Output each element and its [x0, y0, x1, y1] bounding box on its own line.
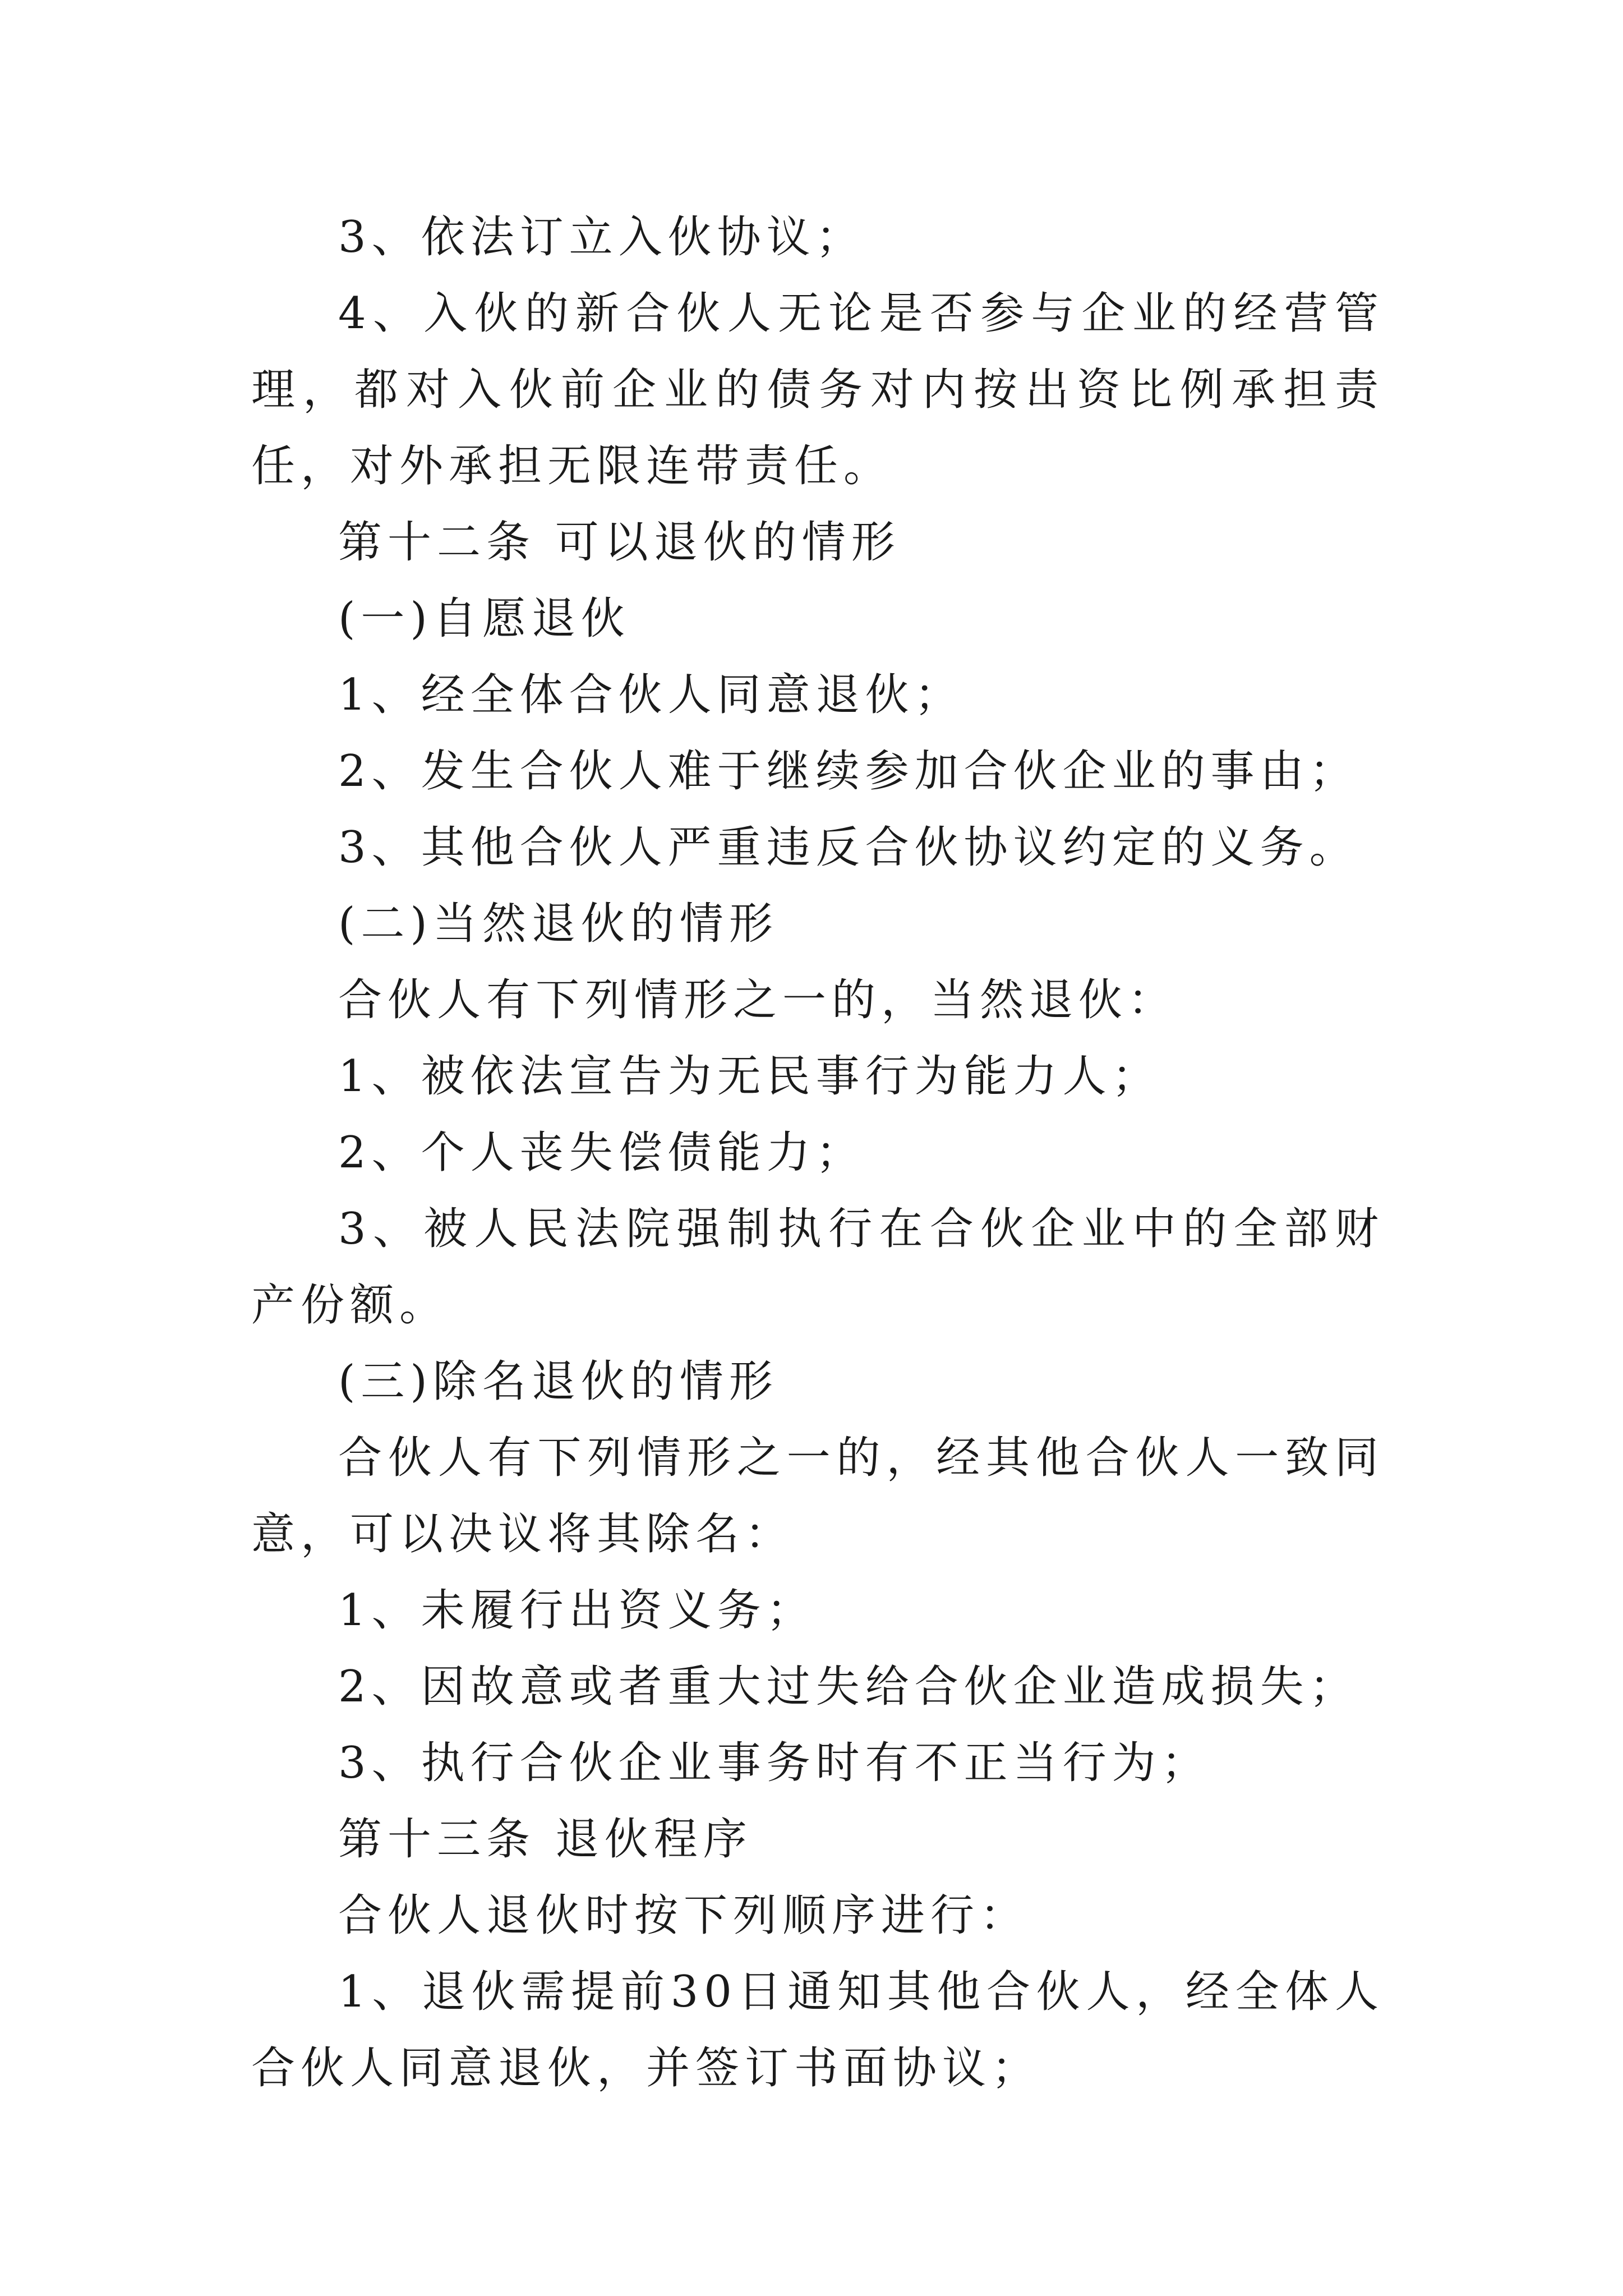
paragraph: 3、执行合伙企业事务时有不正当行为；	[338, 1738, 1211, 1788]
paragraph: 1、退伙需提前30日通知其他合伙人，经全体人合伙人同意退伙，并签订书面协议；	[251, 1967, 1384, 2093]
subsection-heading: (一)自愿退伙	[338, 593, 630, 644]
paragraph: 合伙人退伙时按下列顺序进行：	[338, 1890, 1030, 1941]
paragraph: 4、入伙的新合伙人无论是否参与企业的经营管理，都对入伙前企业的债务对内按出资比例承担责任，对外承担无限连带责任。	[251, 288, 1384, 491]
paragraph: 1、经全体合伙人同意退伙；	[338, 670, 964, 720]
paragraph: 3、依法订立入伙协议；	[338, 212, 865, 263]
document-body	[251, 199, 1384, 2106]
paragraph: 合伙人有下列情形之一的，当然退伙：	[338, 975, 1178, 1025]
paragraph: 2、因故意或者重大过失给合伙企业造成损失；	[338, 1662, 1359, 1712]
subsection-heading: (二)当然退伙的情形	[338, 899, 778, 949]
section-heading: 第十二条 可以退伙的情形	[338, 517, 901, 568]
paragraph: 2、个人丧失偿债能力；	[338, 1128, 865, 1178]
paragraph: 2、发生合伙人难于继续参加合伙企业的事由；	[338, 746, 1359, 797]
paragraph: 1、被依法宣告为无民事行为能力人；	[338, 1051, 1161, 1102]
paragraph: 3、其他合伙人严重违反合伙协议约定的义务。	[338, 822, 1359, 873]
section-heading: 第十三条 退伙程序	[338, 1814, 753, 1865]
subsection-heading: (三)除名退伙的情形	[338, 1356, 778, 1407]
paragraph: 1、未履行出资义务；	[338, 1585, 816, 1636]
paragraph: 合伙人有下列情形之一的，经其他合伙人一致同意，可以决议将其除名：	[251, 1433, 1384, 1559]
paragraph: 3、被人民法院强制执行在合伙企业中的全部财产份额。	[251, 1204, 1384, 1331]
